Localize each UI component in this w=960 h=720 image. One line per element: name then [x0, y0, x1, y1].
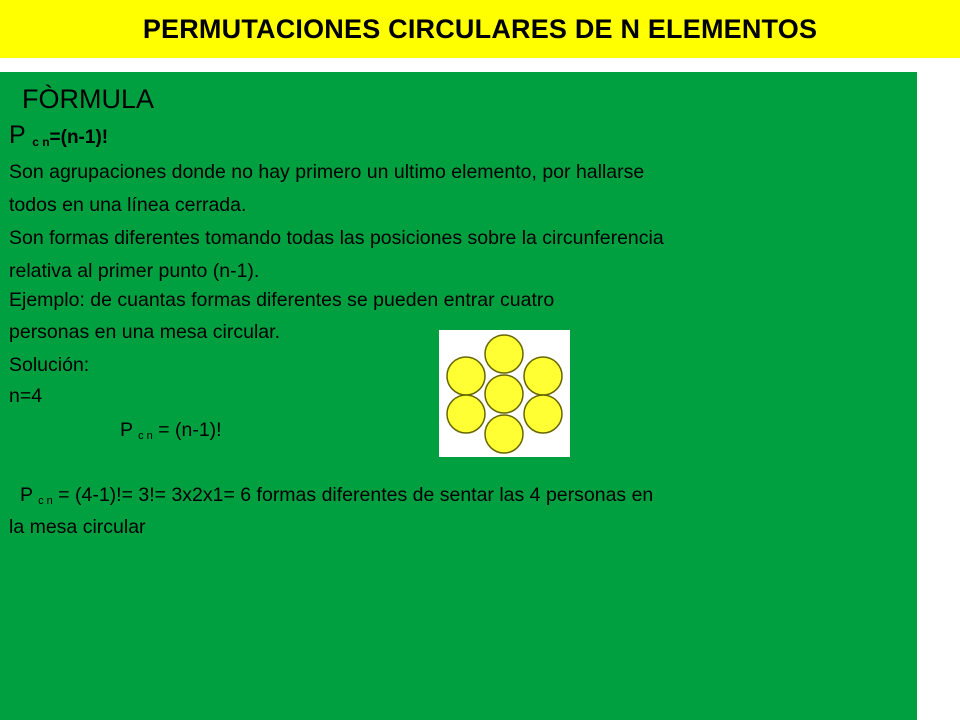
paragraph-line-6: personas en una mesa circular. — [9, 321, 280, 343]
paragraph-line-5: Ejemplo: de cuantas formas diferentes se pueden entrar cuatro — [9, 289, 555, 311]
formula-p: P — [9, 121, 26, 149]
n-value: n=4 — [9, 385, 43, 407]
formula-line-2 — [120, 418, 222, 448]
result-line-cont: la mesa circular — [9, 516, 146, 538]
formula-heading: FÒRMULA — [22, 84, 155, 114]
slide-title: PERMUTACIONES CIRCULARES DE N ELEMENTOS — [142, 14, 818, 44]
seven-circles-icon — [439, 330, 570, 457]
formula-rest: =(n-1)! — [49, 127, 109, 148]
result-rest: = (4-1)!= 3!= 3x2x1= 6 formas diferentes de sentar las 4 personas en — [52, 484, 654, 506]
formula-subscript: c n — [32, 135, 50, 149]
result-subscript: c n — [38, 495, 53, 507]
solution-label: Solución: — [9, 354, 90, 376]
result-line — [20, 483, 653, 513]
paragraph-line-1: Son agrupaciones donde no hay primero un ultimo elemento, por hallarse — [9, 161, 645, 183]
circle-upper-left — [447, 357, 485, 395]
circle-top — [485, 335, 523, 373]
result-p: P — [20, 484, 33, 506]
circle-bottom — [485, 415, 523, 453]
circle-center — [485, 375, 523, 413]
paragraph-line-4: relativa al primer punto (n-1). — [9, 260, 260, 282]
circle-lower-left — [447, 395, 485, 433]
formula2-subscript: c n — [138, 430, 153, 442]
circle-upper-right — [524, 357, 562, 395]
circle-lower-right — [524, 395, 562, 433]
formula2-p: P — [120, 419, 133, 441]
formula2-rest: = (n-1)! — [152, 419, 222, 441]
formula-line — [9, 121, 108, 156]
paragraph-line-3: Son formas diferentes tomando todas las posiciones sobre la circunferencia — [9, 227, 664, 249]
paragraph-line-2: todos en una línea cerrada. — [9, 194, 247, 216]
